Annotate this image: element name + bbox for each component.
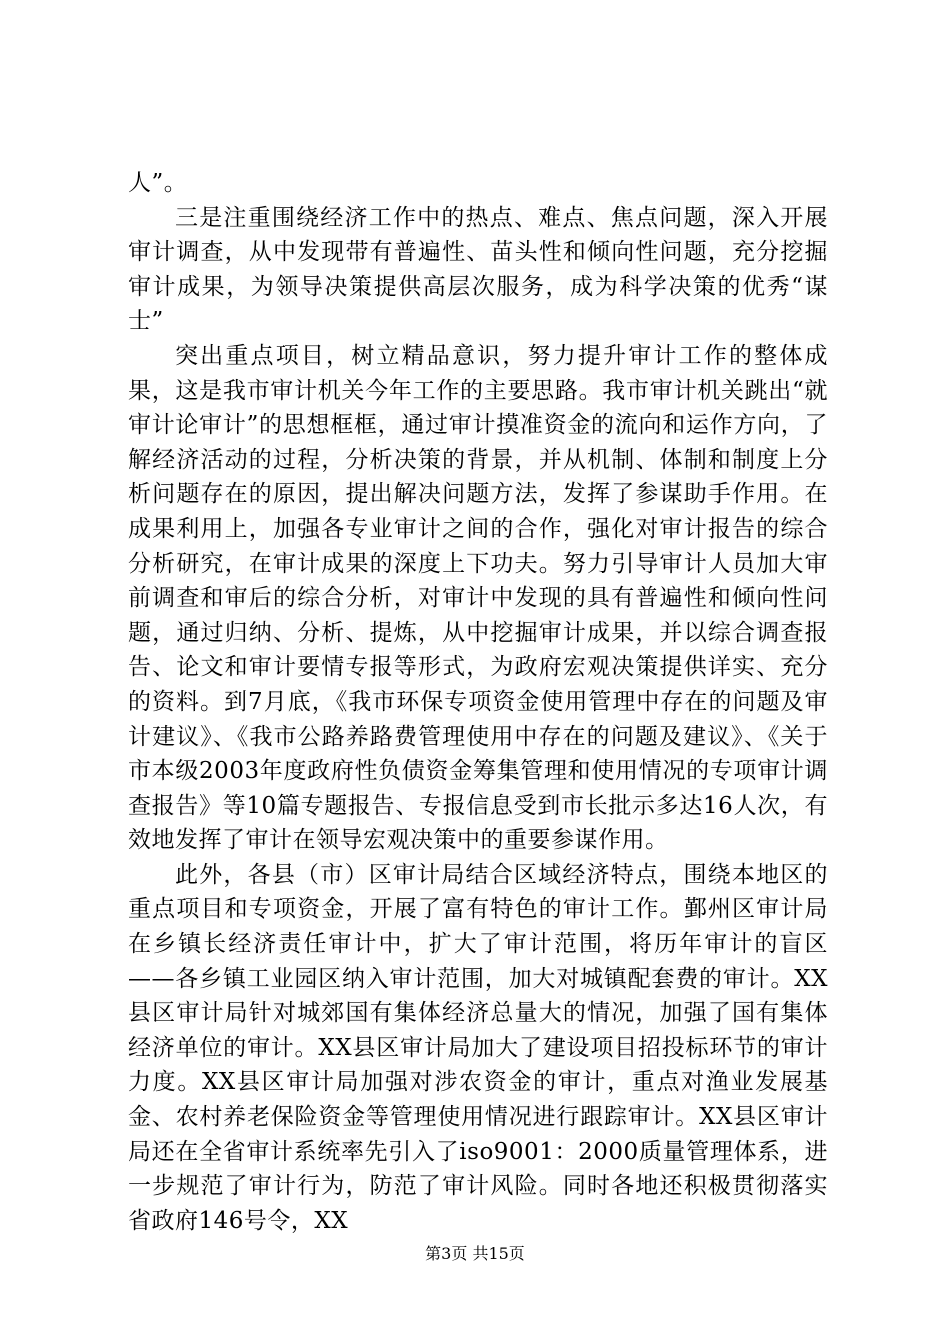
- page-number-footer: 第3页 共15页: [425, 1244, 525, 1263]
- paragraph-district-audits: 此外，各县（市）区审计局结合区域经济特点，围绕本地区的重点项目和专项资金，开展了富有特色的审计工作。鄞州区审计局在乡镇长经济责任审计中，扩大了审计范围，将历年审计的盲区——各乡镇工业园区纳入审计范围，加大对城镇配套费的审计。XX县区审计局针对城郊国有集体经济总量大的情况，加强了国有集体经济单位的审计。XX县区审计局加大了建设项目招投标环节的审计力度。XX县区审计局加强对涉农资金的审计，重点对渔业发展基金、农村养老保险资金等管理使用情况进行跟踪审计。XX县区审计局还在全省审计系统率先引入了iso9001：2000质量管理体系，进一步规范了审计行为，防范了审计风险。同时各地还积极贯彻落实省政府146号令，XX: [128, 861, 828, 1234]
- paragraph-key-projects: 突出重点项目，树立精品意识，努力提升审计工作的整体成果，这是我市审计机关今年工作的主要思路。我市审计机关跳出“就审计论审计”的思想框框，通过审计摸准资金的流向和运作方向，了解经济活动的过程，分析决策的背景，并从机制、体制和制度上分析问题存在的原因，提出解决问题方法，发挥了参谋助手作用。在成果利用上，加强各专业审计之间的合作，强化对审计报告的综合分析研究，在审计成果的深度上下功夫。努力引导审计人员加大审前调查和审后的综合分析，对审计中发现的具有普遍性和倾向性问题，通过归纳、分析、提炼，从中挖掘审计成果，并以综合调查报告、论文和审计要情专报等形式，为政府宏观决策提供详实、充分的资料。到7月底，《我市环保专项资金使用管理中存在的问题及审计建议》、《我市公路养路费管理使用中存在的问题及建议》、《关于市本级2003年度政府性负债资金筹集管理和使用情况的专项审计调查报告》等10篇专题报告、专报信息受到市长批示多达16人次，有效地发挥了审计在领导宏观决策中的重要参谋作用。: [128, 342, 828, 854]
- document-body: [128, 166, 828, 1238]
- paragraph-analysis-service: 三是注重围绕经济工作中的热点、难点、焦点问题，深入开展审计调查，从中发现带有普遍性、苗头性和倾向性问题，充分挖掘审计成果，为领导决策提供高层次服务，成为科学决策的优秀“谋士”: [128, 204, 828, 335]
- paragraph-continuation: 人”。: [128, 170, 188, 196]
